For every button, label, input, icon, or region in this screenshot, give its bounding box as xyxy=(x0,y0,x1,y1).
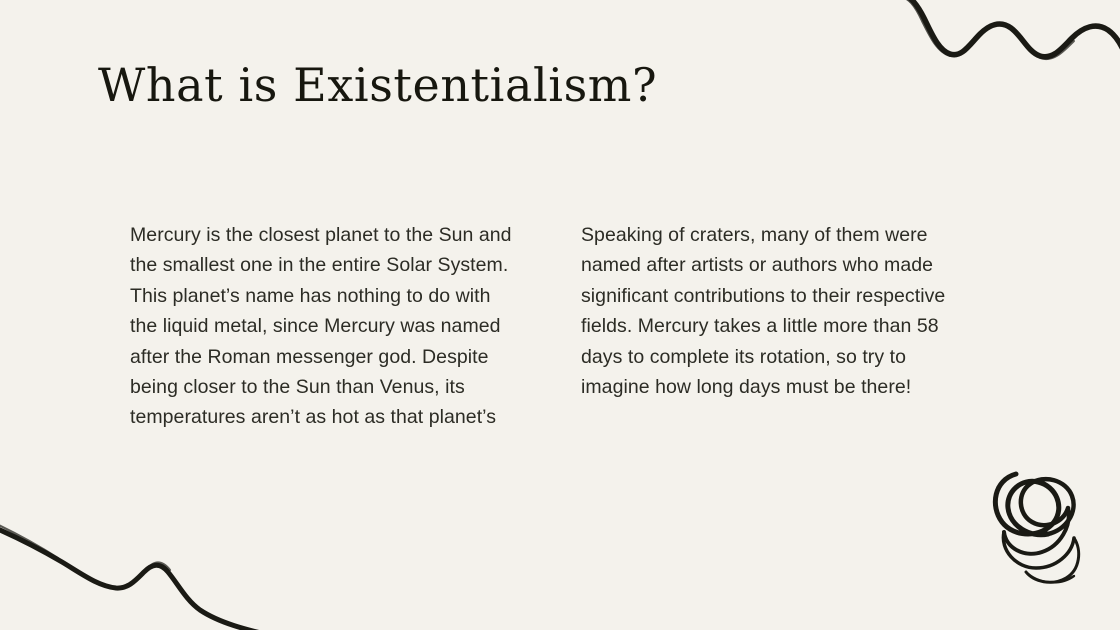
text-column-right xyxy=(581,220,974,433)
page-title: What is Existentialism? xyxy=(98,58,658,112)
body-paragraph-right: Speaking of craters, many of them were named after artists or authors who made significant contributions to their respective fields. Mercury takes a little more than 58 days to complete its rotation, so try to imagine how long days must be there! xyxy=(581,224,946,399)
body-columns xyxy=(130,220,990,433)
body-paragraph-left: Mercury is the closest planet to the Sun and the smallest one in the entire Solar System. This planet’s name has nothing to do with the liquid metal, since Mercury was named after the Roman messenger god. Despite being closer to the Sun than Venus, its temperatures aren’t as hot as that planet’s xyxy=(130,224,512,429)
ink-scribble-bottom-right-icon xyxy=(986,450,1116,590)
text-column-left xyxy=(130,220,523,433)
ink-stroke-bottom-left-icon xyxy=(0,500,286,630)
ink-squiggle-top-right-icon xyxy=(890,0,1120,98)
